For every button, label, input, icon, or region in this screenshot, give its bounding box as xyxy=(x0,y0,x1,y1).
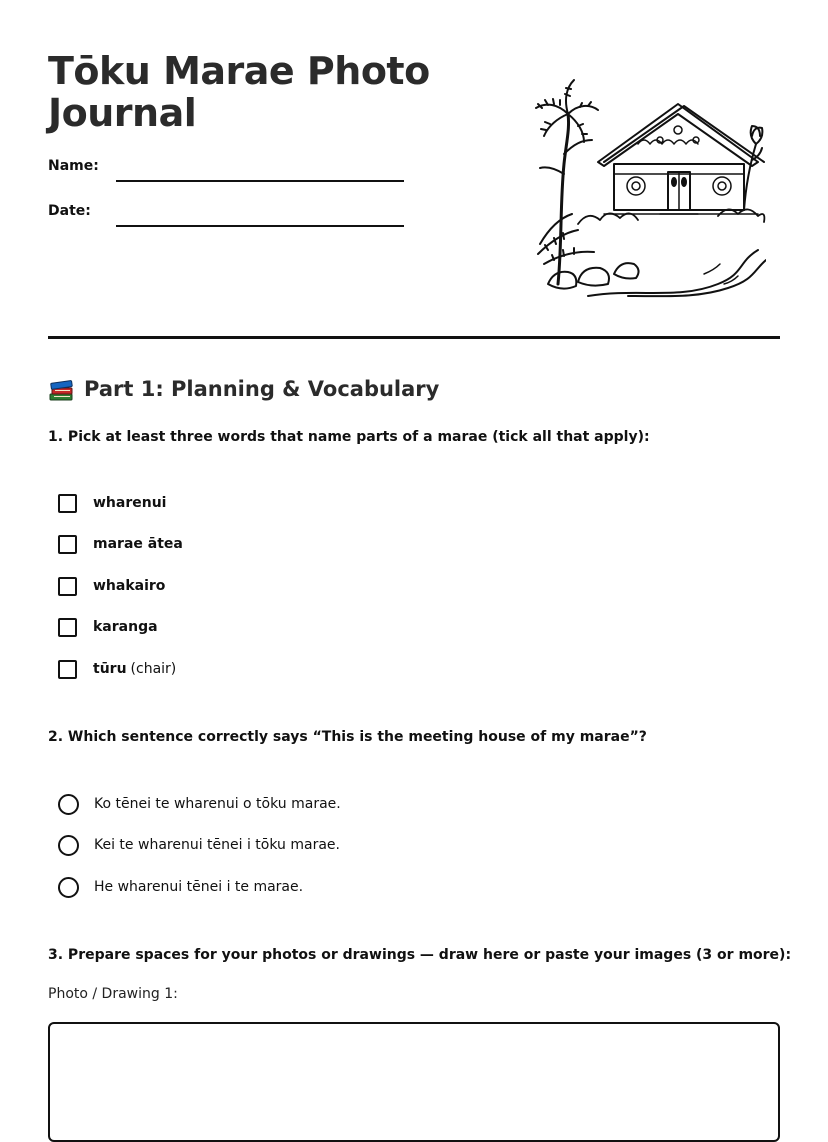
section-divider xyxy=(48,336,780,339)
checkbox[interactable] xyxy=(58,618,77,637)
checkbox[interactable] xyxy=(58,494,77,513)
question-3-prompt: 3. Prepare spaces for your photos or drawings — draw here or paste your images (3 or more): xyxy=(48,947,792,963)
checkbox[interactable] xyxy=(58,535,77,554)
checkbox[interactable] xyxy=(58,577,77,596)
question-2-prompt: 2. Which sentence correctly says “This is the meeting house of my marae”? xyxy=(48,729,647,745)
date-field[interactable] xyxy=(116,225,404,227)
date-field-row xyxy=(48,203,408,227)
photo-1-drop-area[interactable] xyxy=(48,1022,780,1142)
q1-option-marae-atea[interactable] xyxy=(58,532,183,556)
option-gloss: (chair) xyxy=(130,661,177,677)
q1-option-turu[interactable] xyxy=(58,657,176,681)
option-text: He wharenui tēnei i te marae. xyxy=(94,879,304,895)
part1-heading-text: Part 1: Planning & Vocabulary xyxy=(84,377,440,401)
radio-button[interactable] xyxy=(58,835,79,856)
option-word: wharenui xyxy=(93,495,167,511)
part1-heading xyxy=(48,374,439,404)
worksheet-page xyxy=(48,0,792,1118)
marae-wharenui-illustration-icon xyxy=(518,74,766,300)
option-word: whakairo xyxy=(93,578,166,594)
q2-option-2[interactable] xyxy=(58,833,340,857)
option-text: Kei te wharenui tēnei i tōku marae. xyxy=(94,837,340,853)
question-1-prompt: 1. Pick at least three words that name parts of a marae (tick all that apply): xyxy=(48,429,650,445)
option-word: marae ātea xyxy=(93,536,183,552)
q1-option-wharenui[interactable] xyxy=(58,491,166,515)
option-text: Ko tēnei te wharenui o tōku marae. xyxy=(94,796,341,812)
date-label: Date: xyxy=(48,203,91,219)
option-word: karanga xyxy=(93,619,158,635)
checkbox[interactable] xyxy=(58,660,77,679)
q2-option-3[interactable] xyxy=(58,875,303,899)
q1-option-whakairo[interactable] xyxy=(58,574,165,598)
name-label: Name: xyxy=(48,158,99,174)
q2-option-1[interactable] xyxy=(58,792,341,816)
q1-option-karanga[interactable] xyxy=(58,615,158,639)
name-field[interactable] xyxy=(116,180,404,182)
name-field-row xyxy=(48,158,408,182)
page-title: Tōku Marae Photo Journal xyxy=(48,49,430,135)
option-word: tūru xyxy=(93,661,127,677)
books-icon xyxy=(48,376,74,402)
radio-button[interactable] xyxy=(58,877,79,898)
radio-button[interactable] xyxy=(58,794,79,815)
photo-1-label: Photo / Drawing 1: xyxy=(48,986,178,1002)
